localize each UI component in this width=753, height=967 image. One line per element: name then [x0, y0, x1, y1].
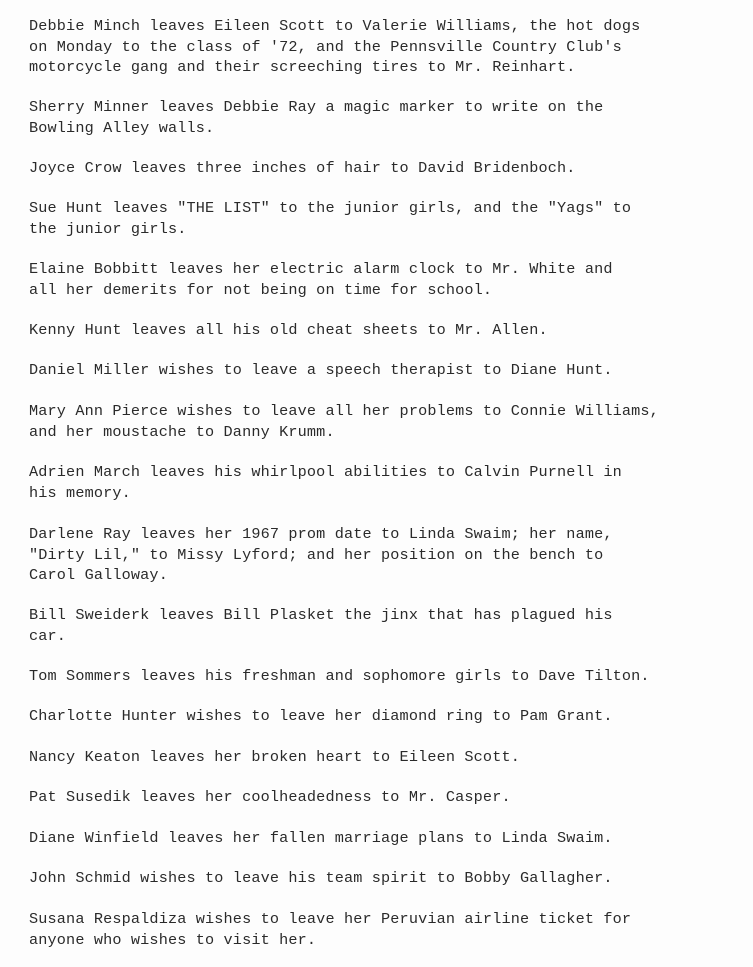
will-entry: Bill Sweiderk leaves Bill Plasket the jinx that has plagued his car. — [29, 606, 613, 645]
will-entry: Sherry Minner leaves Debbie Ray a magic marker to write on the Bowling Alley walls. — [29, 98, 604, 137]
will-entry: Darlene Ray leaves her 1967 prom date to Linda Swaim; her name, "Dirty Lil," to Missy Lyford; and her position on the bench to Carol Galloway. — [29, 525, 613, 584]
will-entry: Pat Susedik leaves her coolheadedness to Mr. Casper. — [29, 788, 511, 806]
will-entry: Elaine Bobbitt leaves her electric alarm clock to Mr. White and all her demerits for not being on time for school. — [29, 260, 613, 299]
will-entry: Mary Ann Pierce wishes to leave all her problems to Connie Williams, and her moustache to Danny Krumm. — [29, 402, 659, 441]
will-entry: Adrien March leaves his whirlpool abilities to Calvin Purnell in his memory. — [29, 463, 622, 502]
will-entry: Joyce Crow leaves three inches of hair to David Bridenboch. — [29, 159, 576, 177]
will-entry: Sue Hunt leaves "THE LIST" to the junior girls, and the "Yags" to the junior girls. — [29, 199, 632, 238]
will-entry: Charlotte Hunter wishes to leave her diamond ring to Pam Grant. — [29, 707, 613, 725]
will-entry: Daniel Miller wishes to leave a speech therapist to Diane Hunt. — [29, 361, 613, 379]
will-entry: Susana Respaldiza wishes to leave her Peruvian airline ticket for anyone who wishes to visit her. — [29, 910, 632, 949]
will-entry: Tom Sommers leaves his freshman and sophomore girls to Dave Tilton. — [29, 667, 650, 685]
will-entry: John Schmid wishes to leave his team spirit to Bobby Gallagher. — [29, 869, 613, 887]
will-entry: Debbie Minch leaves Eileen Scott to Valerie Williams, the hot dogs on Monday to the class of '72, and the Pennsville Country Club's motorcycle gang and their screeching tires to Mr. Reinhart. — [29, 17, 641, 76]
will-entry: Kenny Hunt leaves all his old cheat sheets to Mr. Allen. — [29, 321, 548, 339]
will-entry: Diane Winfield leaves her fallen marriage plans to Linda Swaim. — [29, 829, 613, 847]
will-entry: Nancy Keaton leaves her broken heart to Eileen Scott. — [29, 748, 520, 766]
